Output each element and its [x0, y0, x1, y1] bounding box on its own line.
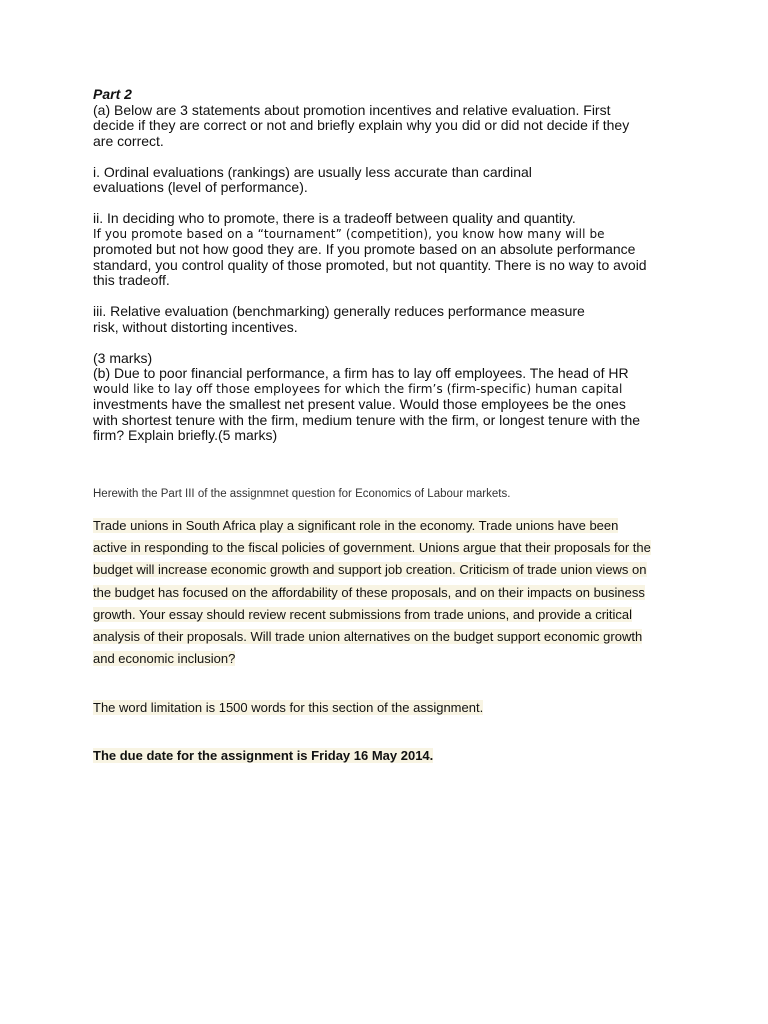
- essay-line: and economic inclusion?: [93, 651, 236, 667]
- text-line: (b) Due to poor financial performance, a firm has to lay off employees. The head of HR: [93, 365, 629, 381]
- text-line: promoted but not how good they are. If you promote based on an absolute performance: [93, 241, 636, 257]
- essay-line: analysis of their proposals. Will trade union alternatives on the budget support economic growth: [93, 629, 643, 645]
- text-line: (a) Below are 3 statements about promotion incentives and relative evaluation. First: [93, 101, 611, 118]
- part-2-section: [93, 87, 693, 444]
- part-2-title: Part 2: [93, 86, 132, 102]
- statement-ii: [93, 211, 693, 289]
- essay-line: Trade unions in South Africa play a significant role in the economy. Trade unions have been: [93, 518, 619, 533]
- essay-line: active in responding to the fiscal policies of government. Unions argue that their proposals for the: [93, 540, 651, 556]
- text-line: iii. Relative evaluation (benchmarking) generally reduces performance measure: [93, 303, 585, 319]
- statement-i: [93, 165, 693, 196]
- due-date: [93, 747, 693, 765]
- text-line: ii. In deciding who to promote, there is a tradeoff between quality and quantity.: [93, 210, 576, 226]
- part-3-section: [93, 486, 693, 765]
- text-line: firm? Explain briefly.(5 marks): [93, 427, 278, 443]
- text-line: If you promote based on a “tournament” (competition), you know how many will be: [93, 226, 605, 241]
- part-3-intro: Herewith the Part III of the assignmnet question for Economics of Labour markets.: [93, 488, 511, 500]
- essay-line: the budget has focused on the affordability of these proposals, and on their impacts on business: [93, 584, 645, 600]
- text-line: with shortest tenure with the firm, medium tenure with the firm, or longest tenure with the: [93, 411, 641, 428]
- text-line: evaluations (level of performance).: [93, 179, 308, 195]
- text-line: would like to lay off those employees for which the firm’s (firm-specific) human capital: [93, 381, 623, 396]
- text-line: risk, without distorting incentives.: [93, 318, 298, 335]
- essay-line: budget will increase economic growth and support job creation. Criticism of trade union views on: [93, 562, 647, 578]
- marks-a: (3 marks): [93, 349, 153, 366]
- text-line: are correct.: [93, 132, 164, 149]
- statement-iii: [93, 304, 693, 335]
- text-line: decide if they are correct or not and briefly explain why you did or did not decide if they: [93, 117, 630, 133]
- question-b: [93, 351, 693, 444]
- text-line: investments have the smallest net present value. Would those employees be the ones: [93, 396, 626, 412]
- essay-line: growth. Your essay should review recent submissions from trade unions, and provide a critical: [93, 606, 633, 622]
- text-line: i. Ordinal evaluations (rankings) are usually less accurate than cardinal: [93, 163, 532, 180]
- text-line: this tradeoff.: [93, 272, 170, 288]
- question-a-intro: [93, 103, 693, 150]
- essay-question: [93, 515, 693, 670]
- word-limit-text: The word limitation is 1500 words for this section of the assignment.: [93, 700, 484, 716]
- due-date-text: The due date for the assignment is Friday 16 May 2014.: [93, 748, 434, 764]
- text-line: standard, you control quality of those promoted, but not quantity. There is no way to avoid: [93, 256, 647, 273]
- word-limit: [93, 699, 693, 717]
